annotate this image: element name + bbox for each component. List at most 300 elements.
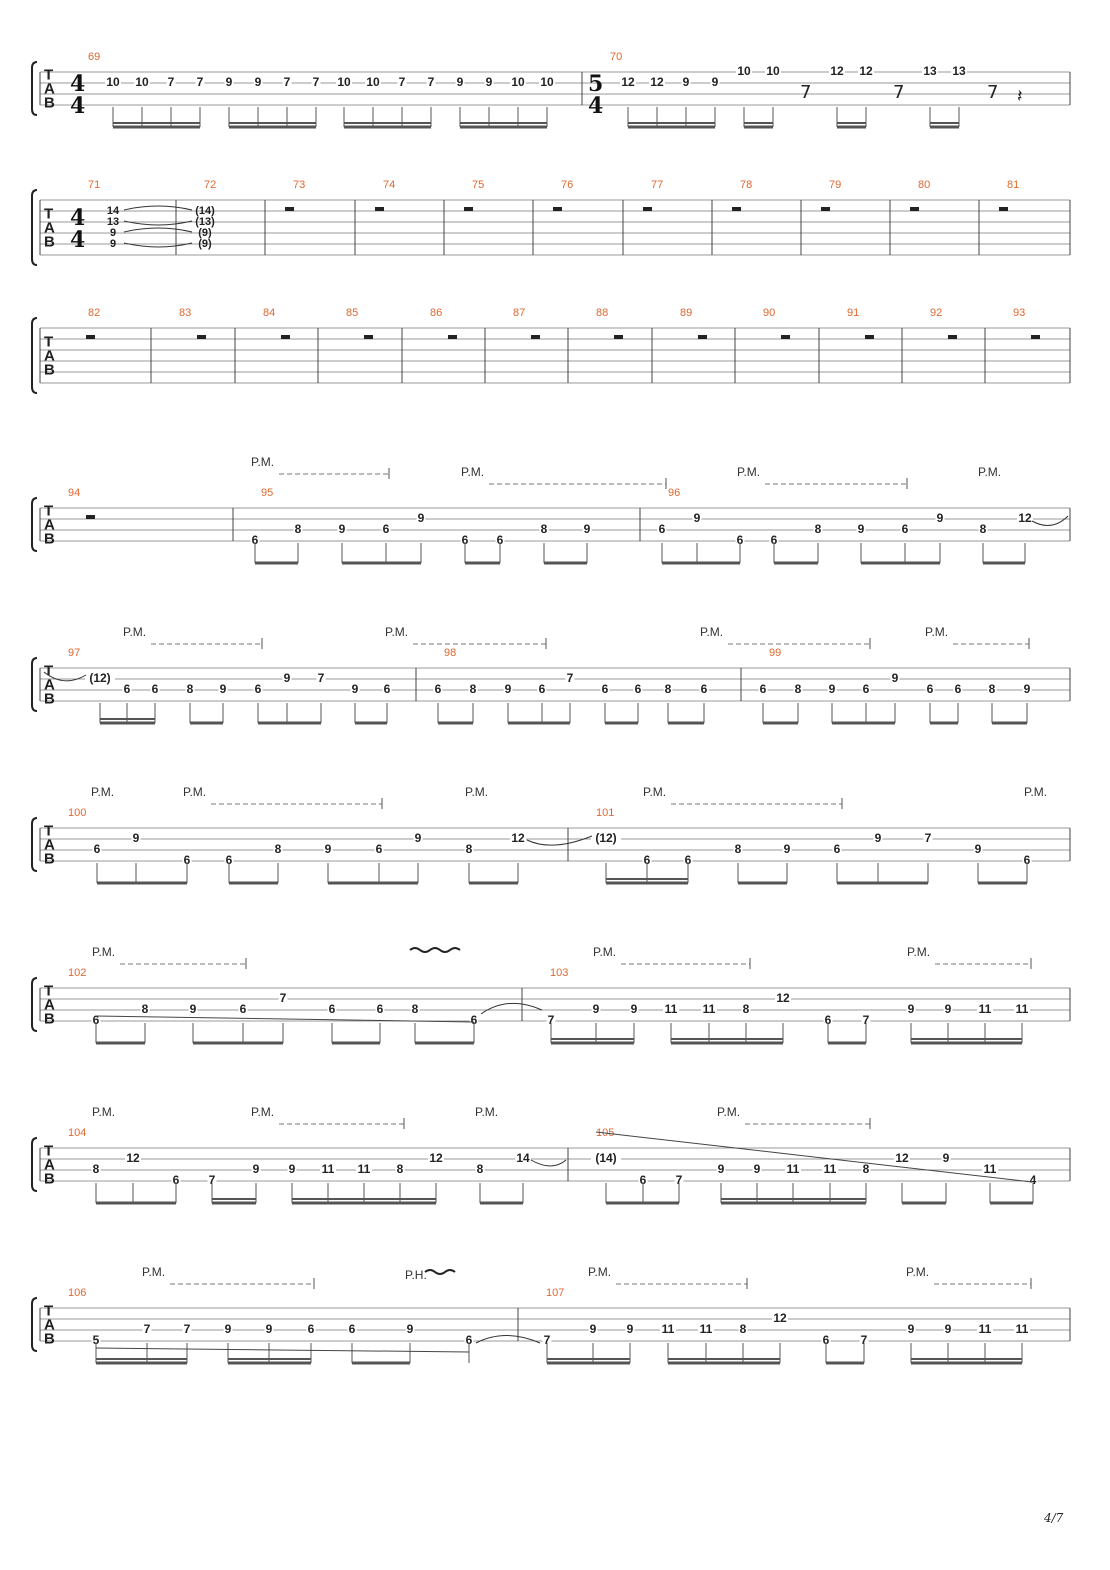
fret-number: 12 — [650, 75, 664, 89]
tab-clef-a: A — [44, 1316, 55, 1334]
whole-rest — [197, 335, 206, 339]
palm-mute-label: P.M. — [92, 945, 116, 959]
fret-number: 8 — [396, 1162, 404, 1176]
palm-mute-label: P.M. — [906, 1265, 930, 1279]
fret-number: 6 — [328, 1002, 336, 1016]
fret-number: 11 — [823, 1162, 837, 1176]
measure-number: 87 — [513, 307, 526, 319]
fret-number: 9 — [592, 1002, 600, 1016]
tab-clef-b: B — [44, 850, 55, 868]
palm-mute-label: P.M. — [700, 625, 724, 639]
fret-number: 6 — [833, 842, 841, 856]
fret-number: 12 — [126, 1151, 140, 1165]
measure-number: 84 — [263, 307, 276, 319]
fret-number: 13 — [952, 64, 966, 78]
fret-number: 8 — [988, 682, 996, 696]
measure-number: 104 — [68, 1127, 87, 1139]
fret-number: 11 — [357, 1162, 371, 1176]
palm-mute-label: P.M. — [978, 465, 1002, 479]
fret-number: 5 — [92, 1333, 100, 1347]
whole-rest — [464, 207, 473, 211]
slide — [96, 1348, 469, 1352]
fret-number: 8 — [814, 522, 822, 536]
whole-rest — [698, 335, 707, 339]
fret-number: 11 — [786, 1162, 800, 1176]
fret-number: 9 — [219, 682, 227, 696]
measure-number: 105 — [596, 1127, 615, 1139]
fret-number: 9 — [583, 522, 591, 536]
tab-clef-b: B — [44, 1330, 55, 1348]
time-signature-bottom: 4 — [70, 93, 86, 119]
system-bracket — [32, 658, 37, 711]
chord-fret: 14 — [106, 205, 120, 217]
palm-mute-label: P.M. — [142, 1265, 166, 1279]
chord-fret: 9 — [109, 227, 117, 239]
fret-number: 6 — [375, 842, 383, 856]
chord-fret: 9 — [109, 238, 117, 250]
fret-number: 6 — [251, 533, 259, 547]
fret-number: 6 — [376, 1002, 384, 1016]
fret-number: 9 — [711, 75, 719, 89]
whole-rest — [375, 207, 384, 211]
tab-clef-a: A — [44, 80, 55, 98]
measure-number: 97 — [68, 647, 81, 659]
fret-number: 6 — [461, 533, 469, 547]
fret-number: 6 — [254, 682, 262, 696]
fret-number: 12 — [1018, 511, 1032, 525]
tab-clef-b: B — [44, 233, 55, 251]
tab-clef-a: A — [44, 516, 55, 534]
fret-number: 6 — [239, 1002, 247, 1016]
system-bracket — [32, 62, 37, 115]
fret-number: 12 — [776, 991, 790, 1005]
tab-system-7 — [32, 945, 1070, 1043]
whole-rest — [614, 335, 623, 339]
fret-number: 9 — [189, 1002, 197, 1016]
fret-number: 6 — [634, 682, 642, 696]
measure-number: 101 — [596, 807, 615, 819]
tab-clef-t: T — [44, 1142, 54, 1160]
tab-clef-b: B — [44, 94, 55, 112]
fret-number: 9 — [753, 1162, 761, 1176]
measure-number: 73 — [293, 179, 306, 191]
eighth-rest: 7 — [800, 82, 812, 103]
measure-number: 75 — [472, 179, 485, 191]
time-signature-bottom: 4 — [70, 227, 86, 253]
measure-number: 90 — [763, 307, 776, 319]
fret-number: 8 — [186, 682, 194, 696]
fret-number: 9 — [254, 75, 262, 89]
tab-clef-t: T — [44, 333, 54, 351]
fret-number: 7 — [862, 1013, 870, 1027]
tab-clef-t: T — [44, 1302, 54, 1320]
fret-number: 12 — [773, 1311, 787, 1325]
fret-number: 8 — [734, 842, 742, 856]
measure-number: 88 — [596, 307, 609, 319]
tab-clef-b: B — [44, 530, 55, 548]
whole-rest — [553, 207, 562, 211]
fret-number: 10 — [766, 64, 780, 78]
fret-number: 9 — [132, 831, 140, 845]
palm-mute-label: P.M. — [593, 945, 617, 959]
whole-rest — [1031, 335, 1040, 339]
fret-number: 6 — [123, 682, 131, 696]
tab-clef-t: T — [44, 502, 54, 520]
fret-number: 9 — [417, 511, 425, 525]
fret-number: 12 — [895, 1151, 909, 1165]
measure-number: 82 — [88, 307, 101, 319]
fret-number: 10 — [337, 75, 351, 89]
fret-number: 6 — [470, 1013, 478, 1027]
whole-rest — [643, 207, 652, 211]
fret-number: 6 — [496, 533, 504, 547]
fret-number: 7 — [143, 1322, 151, 1336]
system-bracket — [32, 318, 37, 393]
tie — [531, 1160, 566, 1166]
whole-rest — [364, 335, 373, 339]
chord-fret: 13 — [106, 216, 120, 228]
fret-number: 9 — [717, 1162, 725, 1176]
fret-number: 8 — [469, 682, 477, 696]
fret-number: 9 — [891, 671, 899, 685]
fret-number: 9 — [485, 75, 493, 89]
tab-clef-b: B — [44, 361, 55, 379]
whole-rest — [999, 207, 1008, 211]
fret-number: 6 — [639, 1173, 647, 1187]
fret-number: 12 — [511, 831, 525, 845]
palm-mute-label: P.M. — [251, 1105, 275, 1119]
fret-number: 8 — [794, 682, 802, 696]
fret-number: (12) — [595, 831, 617, 845]
tab-clef-t: T — [44, 66, 54, 84]
measure-number: 96 — [668, 487, 681, 499]
fret-number: 6 — [736, 533, 744, 547]
fret-number: 9 — [283, 671, 291, 685]
tab-clef-a: A — [44, 676, 55, 694]
palm-mute-label: P.M. — [907, 945, 931, 959]
fret-number: 10 — [511, 75, 525, 89]
fret-number: 9 — [288, 1162, 296, 1176]
system-bracket — [32, 1298, 37, 1351]
whole-rest — [86, 335, 95, 339]
tab-system-4 — [32, 455, 1070, 563]
tab-clef-t: T — [44, 982, 54, 1000]
vibrato — [425, 1270, 455, 1274]
tab-system-8 — [32, 1105, 1070, 1203]
fret-number: 6 — [92, 1013, 100, 1027]
whole-rest — [448, 335, 457, 339]
time-signature-top: 5 — [588, 71, 604, 97]
fret-number: 9 — [504, 682, 512, 696]
tab-system-2 — [32, 179, 1070, 265]
fret-number: 9 — [974, 842, 982, 856]
system-bracket — [32, 818, 37, 871]
fret-number: 7 — [675, 1173, 683, 1187]
fret-number: 12 — [830, 64, 844, 78]
measure-number: 94 — [68, 487, 81, 499]
whole-rest — [86, 515, 95, 519]
fret-number: 9 — [414, 831, 422, 845]
tie — [1032, 516, 1068, 525]
palm-mute-label: P.M. — [643, 785, 667, 799]
fret-number: 11 — [664, 1002, 678, 1016]
fret-number: 9 — [942, 1151, 950, 1165]
tied-chord-fret: (13) — [195, 216, 215, 228]
measure-number: 74 — [383, 179, 396, 191]
fret-number: 10 — [737, 64, 751, 78]
fret-number: 7 — [566, 671, 574, 685]
fret-number: 7 — [283, 75, 291, 89]
fret-number: 6 — [759, 682, 767, 696]
fret-number: 9 — [225, 75, 233, 89]
fret-number: 14 — [516, 1151, 530, 1165]
measure-number: 72 — [204, 179, 217, 191]
measure-number: 78 — [740, 179, 753, 191]
measure-number: 107 — [546, 1287, 565, 1299]
whole-rest — [531, 335, 540, 339]
fret-number: 6 — [862, 682, 870, 696]
fret-number: 7 — [312, 75, 320, 89]
fret-number: 11 — [1015, 1322, 1029, 1336]
palm-mute-label: P.M. — [251, 455, 275, 469]
slide — [596, 1132, 1032, 1182]
fret-number: 9 — [907, 1322, 915, 1336]
fret-number: 6 — [901, 522, 909, 536]
fret-number: 7 — [427, 75, 435, 89]
measure-number: 95 — [261, 487, 274, 499]
fret-number: (14) — [595, 1151, 617, 1165]
fret-number: 7 — [208, 1173, 216, 1187]
tab-clef-t: T — [44, 205, 54, 223]
fret-number: 6 — [658, 522, 666, 536]
fret-number: 9 — [857, 522, 865, 536]
fret-number: 7 — [196, 75, 204, 89]
measure-number: 93 — [1013, 307, 1026, 319]
measure-number: 81 — [1007, 179, 1020, 191]
measure-number: 98 — [444, 647, 457, 659]
tie — [481, 1003, 542, 1014]
fret-number: 8 — [862, 1162, 870, 1176]
fret-number: 6 — [954, 682, 962, 696]
fret-number: 6 — [307, 1322, 315, 1336]
fret-number: 6 — [1023, 853, 1031, 867]
quarter-rest: 𝄽 — [1017, 86, 1023, 107]
measure-number: 79 — [829, 179, 842, 191]
fret-number: 6 — [93, 842, 101, 856]
measure-number: 70 — [610, 51, 623, 63]
fret-number: (12) — [89, 671, 111, 685]
fret-number: 7 — [183, 1322, 191, 1336]
whole-rest — [732, 207, 741, 211]
fret-number: 10 — [135, 75, 149, 89]
fret-number: 9 — [630, 1002, 638, 1016]
fret-number: 7 — [860, 1333, 868, 1347]
tab-clef-a: A — [44, 1156, 55, 1174]
tab-clef-b: B — [44, 690, 55, 708]
measure-number: 89 — [680, 307, 693, 319]
tied-chord-fret: (9) — [198, 227, 212, 239]
fret-number: 6 — [382, 522, 390, 536]
palm-mute-label: P.M. — [461, 465, 485, 479]
fret-number: 7 — [279, 991, 287, 1005]
tab-clef-b: B — [44, 1170, 55, 1188]
whole-rest — [948, 335, 957, 339]
tab-system-9 — [32, 1265, 1070, 1363]
tied-chord-fret: (14) — [195, 205, 215, 217]
fret-number: 7 — [398, 75, 406, 89]
tab-system-1 — [32, 51, 1070, 127]
fret-number: 11 — [1015, 1002, 1029, 1016]
measure-number: 77 — [651, 179, 664, 191]
palm-mute-label: P.M. — [737, 465, 761, 479]
fret-number: 9 — [338, 522, 346, 536]
whole-rest — [281, 335, 290, 339]
fret-number: 6 — [601, 682, 609, 696]
palm-mute-label: P.M. — [465, 785, 489, 799]
fret-number: 6 — [383, 682, 391, 696]
fret-number: 8 — [540, 522, 548, 536]
fret-number: 6 — [172, 1173, 180, 1187]
fret-number: 11 — [699, 1322, 713, 1336]
fret-number: 6 — [684, 853, 692, 867]
palm-mute-label: P.M. — [925, 625, 949, 639]
measure-number: 106 — [68, 1287, 87, 1299]
fret-number: 11 — [978, 1322, 992, 1336]
fret-number: 6 — [770, 533, 778, 547]
fret-number: 9 — [589, 1322, 597, 1336]
system-bracket — [32, 1138, 37, 1191]
fret-number: 8 — [739, 1322, 747, 1336]
pinch-harmonic-label: P.H. — [405, 1268, 427, 1282]
measure-number: 92 — [930, 307, 943, 319]
measure-number: 100 — [68, 807, 87, 819]
fret-number: 6 — [225, 853, 233, 867]
fret-number: 9 — [944, 1322, 952, 1336]
palm-mute-label: P.M. — [183, 785, 207, 799]
fret-number: 6 — [824, 1013, 832, 1027]
fret-number: 13 — [923, 64, 937, 78]
fret-number: 6 — [538, 682, 546, 696]
fret-number: 9 — [224, 1322, 232, 1336]
fret-number: 8 — [274, 842, 282, 856]
fret-number: 6 — [926, 682, 934, 696]
tab-clef-a: A — [44, 219, 55, 237]
fret-number: 7 — [167, 75, 175, 89]
time-signature-bottom: 4 — [588, 93, 604, 119]
fret-number: 9 — [324, 842, 332, 856]
fret-number: 10 — [106, 75, 120, 89]
fret-number: 9 — [936, 511, 944, 525]
palm-mute-label: P.M. — [1024, 785, 1048, 799]
palm-mute-label: P.M. — [385, 625, 409, 639]
system-bracket — [32, 978, 37, 1031]
fret-number: 8 — [411, 1002, 419, 1016]
fret-number: 6 — [643, 853, 651, 867]
fret-number: 12 — [429, 1151, 443, 1165]
fret-number: 6 — [348, 1322, 356, 1336]
fret-number: 10 — [366, 75, 380, 89]
fret-number: 7 — [317, 671, 325, 685]
measure-number: 80 — [918, 179, 931, 191]
fret-number: 6 — [434, 682, 442, 696]
fret-number: 9 — [693, 511, 701, 525]
whole-rest — [285, 207, 294, 211]
time-signature-top: 4 — [70, 205, 86, 231]
articulations — [44, 516, 1068, 1352]
palm-mute-label: P.M. — [123, 625, 147, 639]
system-bracket — [32, 190, 37, 265]
fret-number: 11 — [983, 1162, 997, 1176]
page-number: 4/7 — [1044, 1511, 1064, 1525]
fret-number: 12 — [621, 75, 635, 89]
fret-number: 9 — [406, 1322, 414, 1336]
fret-number: 9 — [252, 1162, 260, 1176]
fret-number: 6 — [183, 853, 191, 867]
tab-clef-a: A — [44, 836, 55, 854]
fret-number: 11 — [702, 1002, 716, 1016]
fret-number: 9 — [265, 1322, 273, 1336]
system-bracket — [32, 498, 37, 551]
fret-number: 6 — [700, 682, 708, 696]
whole-rest — [821, 207, 830, 211]
fret-number: 7 — [543, 1333, 551, 1347]
tab-clef-t: T — [44, 662, 54, 680]
measure-number: 71 — [88, 179, 101, 191]
measure-number: 85 — [346, 307, 359, 319]
fret-number: 9 — [351, 682, 359, 696]
vibrato — [410, 948, 460, 952]
fret-number: 10 — [540, 75, 554, 89]
time-signature-top: 4 — [70, 71, 86, 97]
tab-clef-b: B — [44, 1010, 55, 1028]
fret-number: 4 — [1029, 1173, 1037, 1187]
palm-mute-label: P.M. — [92, 1105, 116, 1119]
fret-number: 9 — [874, 831, 882, 845]
fret-number: 9 — [944, 1002, 952, 1016]
fret-number: 9 — [783, 842, 791, 856]
eighth-rest: 7 — [987, 82, 999, 103]
fret-number: 8 — [92, 1162, 100, 1176]
measure-number: 91 — [847, 307, 860, 319]
palm-mute-label: P.M. — [475, 1105, 499, 1119]
measure-number: 102 — [68, 967, 87, 979]
measure-number: 83 — [179, 307, 192, 319]
whole-rest — [781, 335, 790, 339]
fret-number: 6 — [465, 1333, 473, 1347]
fret-number: 9 — [626, 1322, 634, 1336]
fret-number: 9 — [907, 1002, 915, 1016]
fret-number: 8 — [141, 1002, 149, 1016]
measure-number: 76 — [561, 179, 574, 191]
measure-number: 69 — [88, 51, 101, 63]
measure-number: 86 — [430, 307, 443, 319]
fret-number: 7 — [547, 1013, 555, 1027]
palm-mute-label: P.M. — [588, 1265, 612, 1279]
whole-rest — [910, 207, 919, 211]
fret-number: 8 — [664, 682, 672, 696]
fret-number: 8 — [742, 1002, 750, 1016]
tie — [476, 1336, 540, 1344]
tab-clef-a: A — [44, 996, 55, 1014]
tie — [124, 206, 192, 210]
tied-chord-fret: (9) — [198, 238, 212, 250]
measure-number: 99 — [769, 647, 782, 659]
palm-mute-label: P.M. — [91, 785, 115, 799]
fret-number: 8 — [979, 522, 987, 536]
fret-number: 11 — [321, 1162, 335, 1176]
tie — [527, 836, 592, 845]
fret-number: 12 — [859, 64, 873, 78]
